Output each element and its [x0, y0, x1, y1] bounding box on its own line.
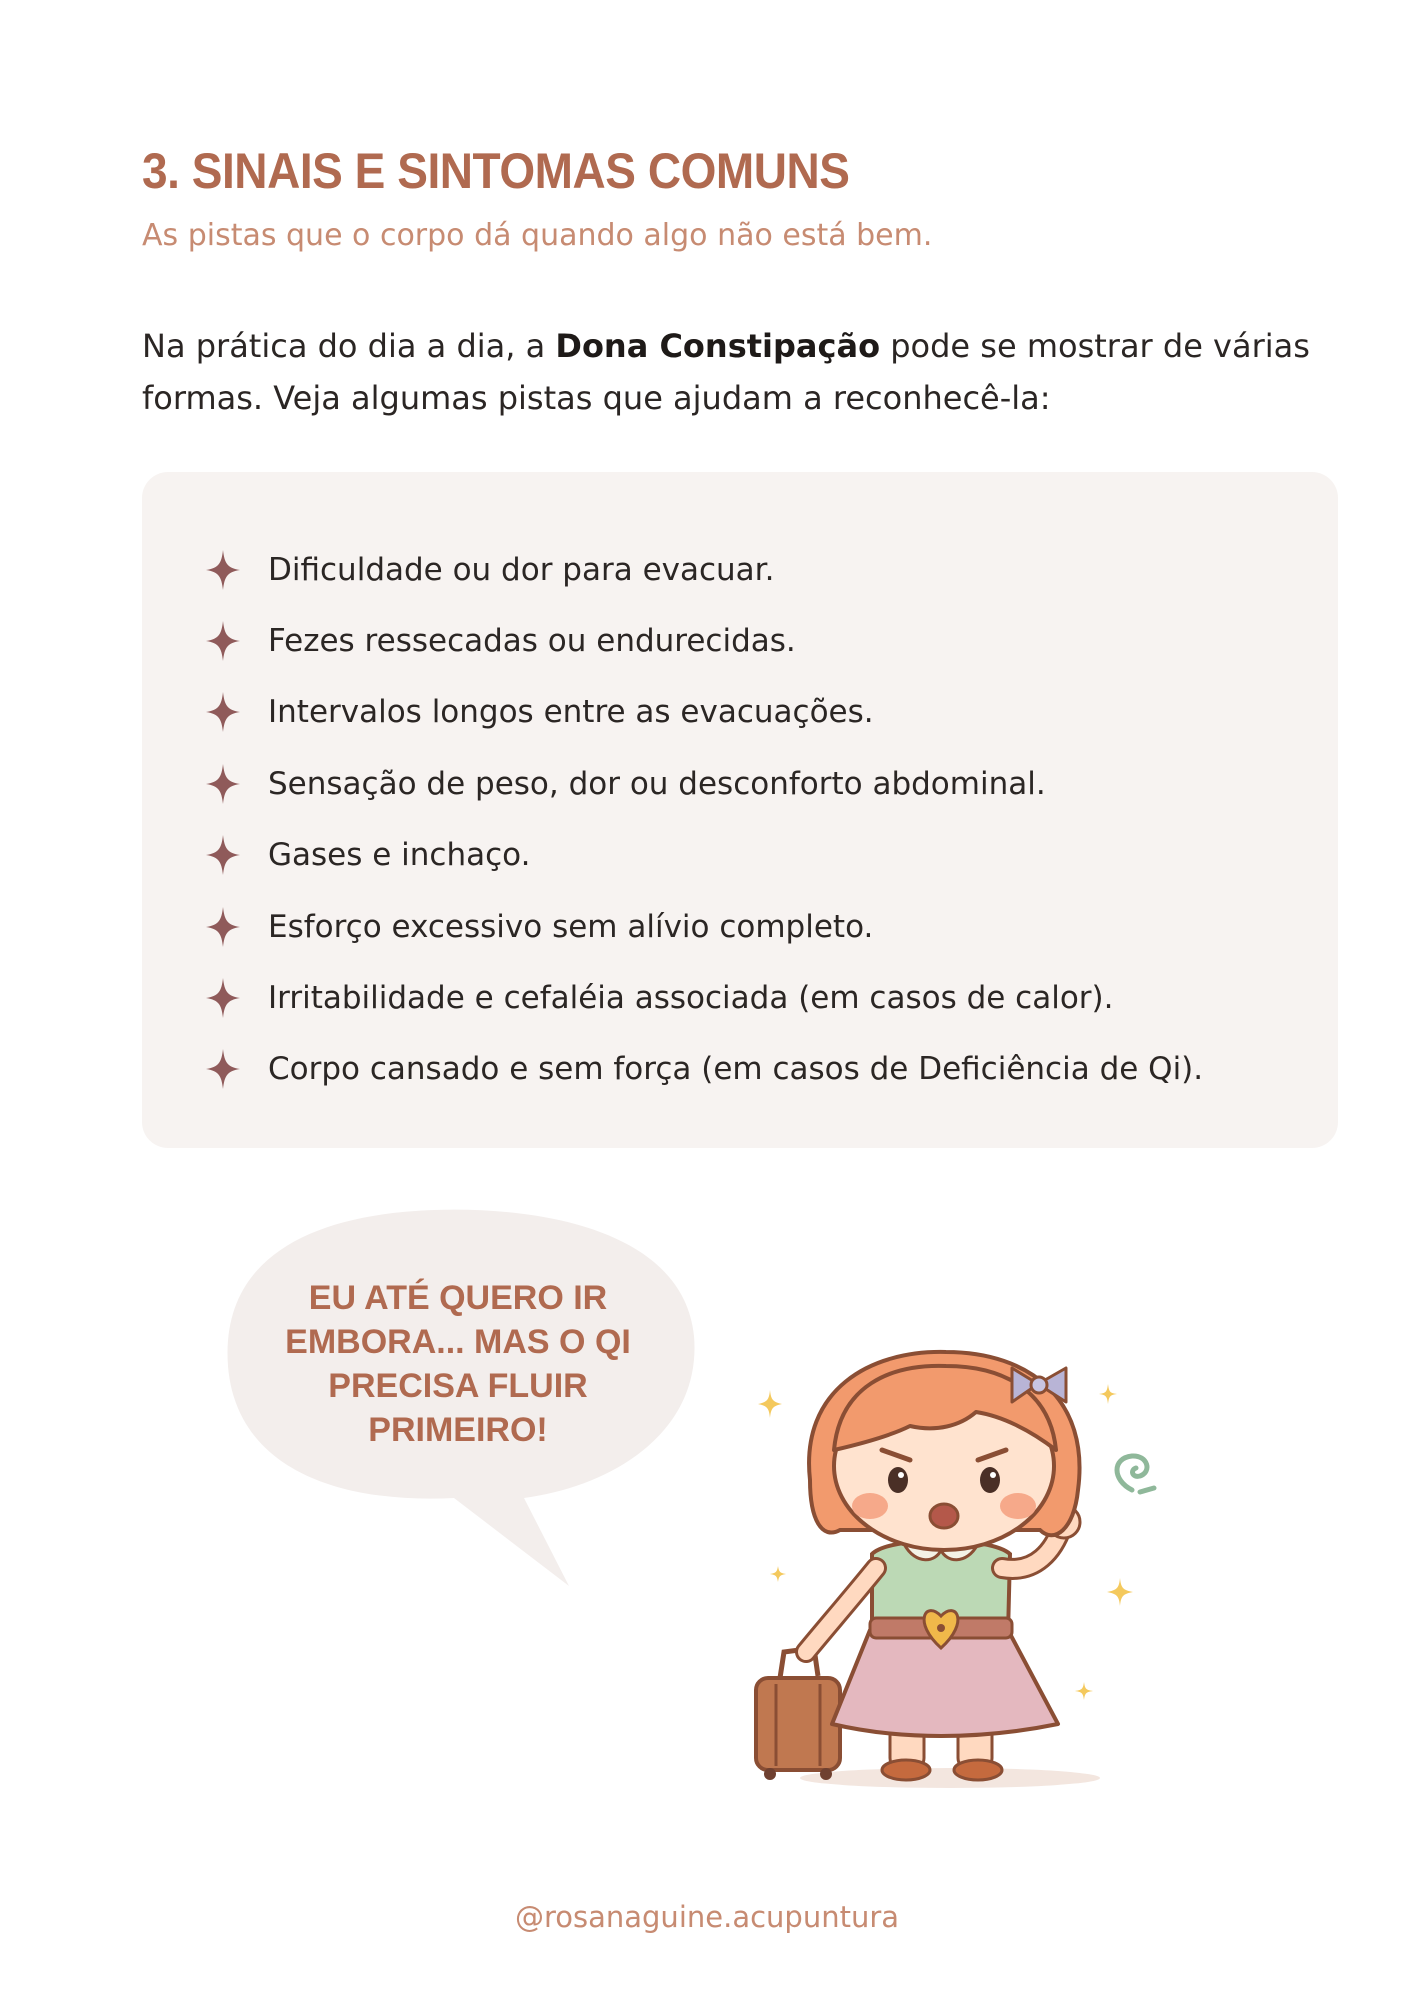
bubble-line: EU ATÉ QUERO IR	[308, 1279, 608, 1317]
page-title: 3. SINAIS E SINTOMAS COMUNS	[142, 143, 850, 199]
sparkle-star-icon	[206, 550, 240, 590]
bubble-line: PRECISA FLUIR	[328, 1367, 588, 1405]
symptoms-list	[206, 534, 1203, 1105]
sparkle-star-icon	[206, 978, 240, 1018]
sparkle-star-icon	[206, 1049, 240, 1089]
list-item	[206, 820, 1203, 891]
list-item	[206, 1034, 1203, 1105]
symptom-text: Intervalos longos entre as evacuações.	[268, 694, 874, 731]
sparkle-star-icon	[206, 621, 240, 661]
list-item	[206, 962, 1203, 1033]
symptom-text: Fezes ressecadas ou endurecidas.	[268, 623, 796, 660]
symptom-text: Dificuldade ou dor para evacuar.	[268, 551, 775, 588]
sparkle-star-icon	[206, 764, 240, 804]
bubble-line: EMBORA... MAS O QI	[285, 1323, 631, 1361]
angry-girl-with-suitcase-illustration	[740, 1330, 1180, 1800]
sparkle-star-icon	[206, 907, 240, 947]
footer-handle: @rosanaguine.acupuntura	[514, 1900, 900, 1934]
bubble-line: PRIMEIRO!	[368, 1411, 548, 1449]
symptom-text: Irritabilidade e cefaléia associada (em casos de calor).	[268, 980, 1114, 1017]
sparkle-star-icon	[206, 835, 240, 875]
list-item	[206, 891, 1203, 962]
intro-bold-term: Dona Constipação	[555, 327, 881, 365]
list-item	[206, 605, 1203, 676]
intro-paragraph	[142, 320, 1342, 424]
intro-text-start: Na prática do dia a dia, a	[142, 327, 556, 365]
intro-text-end: pode se mostrar de várias formas. Veja algumas pistas que ajudam a reconhecê-la:	[142, 327, 1310, 417]
symptom-text: Sensação de peso, dor ou desconforto abdominal.	[268, 765, 1046, 802]
sparkle-star-icon	[206, 692, 240, 732]
speech-bubble-text	[258, 1276, 658, 1452]
symptom-text: Gases e inchaço.	[268, 837, 531, 874]
list-item	[206, 748, 1203, 819]
symptom-text: Esforço excessivo sem alívio completo.	[268, 908, 874, 945]
symptoms-card	[142, 472, 1338, 1148]
list-item	[206, 677, 1203, 748]
page-subtitle: As pistas que o corpo dá quando algo não está bem.	[142, 218, 933, 253]
symptom-text: Corpo cansado e sem força (em casos de Deficiência de Qi).	[268, 1051, 1204, 1088]
list-item	[206, 534, 1203, 605]
